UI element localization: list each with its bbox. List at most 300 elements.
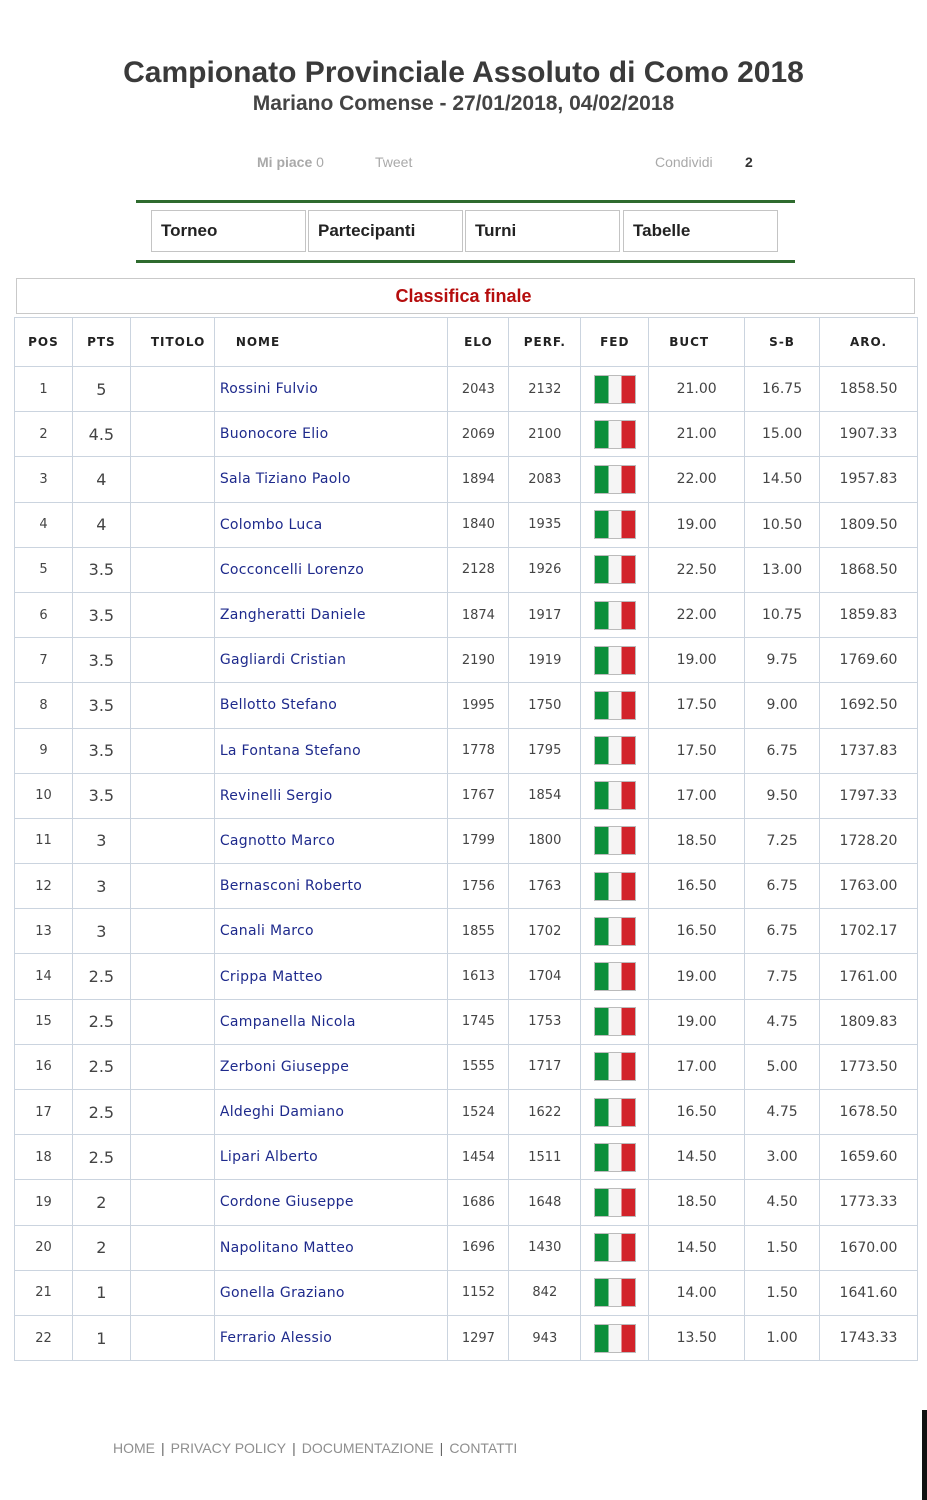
row-aro: 1702.17 <box>820 909 918 954</box>
table-header-row <box>15 318 918 367</box>
row-fed <box>581 1225 649 1270</box>
row-pos: 8 <box>15 683 73 728</box>
player-name-link[interactable]: Ferrario Alessio <box>219 1330 333 1347</box>
row-pts: 2.5 <box>72 1090 130 1135</box>
row-elo: 1555 <box>448 1044 509 1089</box>
row-nome <box>214 773 448 818</box>
table-row <box>15 864 918 909</box>
row-fed <box>581 502 649 547</box>
nav-divider-top <box>136 200 795 203</box>
row-fed <box>581 683 649 728</box>
row-fed <box>581 1135 649 1180</box>
row-perf: 1917 <box>509 592 581 637</box>
row-buct: 19.00 <box>649 502 745 547</box>
row-sb: 13.00 <box>745 547 820 592</box>
row-pts: 4 <box>72 502 130 547</box>
player-name-link[interactable]: Cordone Giuseppe <box>219 1194 354 1211</box>
player-name-link[interactable]: Cagnotto Marco <box>219 832 336 849</box>
row-perf: 1854 <box>509 773 581 818</box>
row-sb: 1.50 <box>745 1225 820 1270</box>
standings-table <box>14 317 918 1361</box>
col-header-aro[interactable]: ARO. <box>820 318 918 367</box>
row-buct: 22.00 <box>649 592 745 637</box>
row-pos: 10 <box>15 773 73 818</box>
table-row <box>15 999 918 1044</box>
col-header-perf[interactable]: PERF. <box>509 318 581 367</box>
row-sb: 5.00 <box>745 1044 820 1089</box>
table-row <box>15 1225 918 1270</box>
row-pos: 20 <box>15 1225 73 1270</box>
row-nome <box>214 638 448 683</box>
row-pos: 7 <box>15 638 73 683</box>
italy-flag-icon <box>594 826 636 855</box>
table-row <box>15 818 918 863</box>
row-pts: 5 <box>72 367 130 412</box>
footer-link-home[interactable]: HOME <box>113 1440 155 1456</box>
italy-flag-icon <box>594 736 636 765</box>
row-nome <box>214 592 448 637</box>
row-perf: 1622 <box>509 1090 581 1135</box>
row-nome <box>214 683 448 728</box>
row-perf: 2132 <box>509 367 581 412</box>
col-header-elo[interactable]: ELO <box>448 318 509 367</box>
italy-flag-icon <box>594 1143 636 1172</box>
row-nome <box>214 412 448 457</box>
like-label: Mi piace <box>257 154 313 170</box>
row-buct: 19.00 <box>649 999 745 1044</box>
row-aro: 1728.20 <box>820 818 918 863</box>
row-fed <box>581 1180 649 1225</box>
row-pts: 3.5 <box>72 728 130 773</box>
row-perf: 1430 <box>509 1225 581 1270</box>
row-aro: 1743.33 <box>820 1315 918 1360</box>
player-name-link[interactable]: La Fontana Stefano <box>219 742 361 759</box>
row-buct: 19.00 <box>649 954 745 999</box>
row-aro: 1773.33 <box>820 1180 918 1225</box>
scrollbar-thumb[interactable] <box>922 1410 927 1500</box>
player-name-link[interactable]: Lipari Alberto <box>219 1149 319 1166</box>
row-buct: 17.50 <box>649 683 745 728</box>
row-fed <box>581 728 649 773</box>
row-perf: 1919 <box>509 638 581 683</box>
table-row <box>15 1180 918 1225</box>
row-titolo <box>130 547 214 592</box>
row-elo: 1894 <box>448 457 509 502</box>
row-perf: 1795 <box>509 728 581 773</box>
row-sb: 6.75 <box>745 864 820 909</box>
row-elo: 1778 <box>448 728 509 773</box>
row-titolo <box>130 367 214 412</box>
row-titolo <box>130 954 214 999</box>
row-titolo <box>130 818 214 863</box>
col-header-pts[interactable]: PTS <box>72 318 130 367</box>
player-name-link[interactable]: Canali Marco <box>219 923 314 940</box>
row-buct: 21.00 <box>649 367 745 412</box>
row-nome <box>214 367 448 412</box>
row-sb: 14.50 <box>745 457 820 502</box>
row-aro: 1641.60 <box>820 1270 918 1315</box>
italy-flag-icon <box>594 962 636 991</box>
tab-partecipanti[interactable]: Partecipanti <box>308 210 463 252</box>
row-buct: 17.00 <box>649 773 745 818</box>
row-elo: 1799 <box>448 818 509 863</box>
row-fed <box>581 818 649 863</box>
player-name-link[interactable]: Aldeghi Damiano <box>219 1104 345 1121</box>
row-pts: 3 <box>72 909 130 954</box>
row-perf: 2100 <box>509 412 581 457</box>
row-elo: 1840 <box>448 502 509 547</box>
row-elo: 2128 <box>448 547 509 592</box>
row-pts: 4.5 <box>72 412 130 457</box>
row-pos: 9 <box>15 728 73 773</box>
row-sb: 7.25 <box>745 818 820 863</box>
row-pts: 2.5 <box>72 1044 130 1089</box>
row-elo: 1767 <box>448 773 509 818</box>
share-count: 2 <box>745 154 753 170</box>
row-sb: 16.75 <box>745 367 820 412</box>
row-fed <box>581 638 649 683</box>
italy-flag-icon <box>594 1278 636 1307</box>
col-header-titolo[interactable]: TITOLO <box>130 318 214 367</box>
italy-flag-icon <box>594 420 636 449</box>
row-nome <box>214 1180 448 1225</box>
row-pts: 2 <box>72 1225 130 1270</box>
col-header-buct[interactable]: BUCT <box>649 318 745 367</box>
row-aro: 1809.83 <box>820 999 918 1044</box>
row-pos: 12 <box>15 864 73 909</box>
italy-flag-icon <box>594 1007 636 1036</box>
row-titolo <box>130 999 214 1044</box>
footer-link-documentazione[interactable]: DOCUMENTAZIONE <box>301 1440 434 1456</box>
row-aro: 1670.00 <box>820 1225 918 1270</box>
row-elo: 1297 <box>448 1315 509 1360</box>
row-fed <box>581 412 649 457</box>
footer-separator: | <box>292 1440 296 1456</box>
italy-flag-icon <box>594 917 636 946</box>
row-buct: 18.50 <box>649 818 745 863</box>
row-elo: 2043 <box>448 367 509 412</box>
row-sb: 4.75 <box>745 1090 820 1135</box>
row-nome <box>214 547 448 592</box>
row-perf: 943 <box>509 1315 581 1360</box>
row-pos: 2 <box>15 412 73 457</box>
row-pts: 3 <box>72 864 130 909</box>
row-titolo <box>130 1270 214 1315</box>
row-fed <box>581 592 649 637</box>
table-row <box>15 683 918 728</box>
col-header-nome[interactable]: NOME <box>214 318 448 367</box>
row-pos: 13 <box>15 909 73 954</box>
tab-tabelle[interactable]: Tabelle <box>623 210 778 252</box>
row-perf: 1926 <box>509 547 581 592</box>
row-pts: 2.5 <box>72 999 130 1044</box>
row-titolo <box>130 1225 214 1270</box>
table-row <box>15 773 918 818</box>
row-pos: 19 <box>15 1180 73 1225</box>
row-nome <box>214 1135 448 1180</box>
row-buct: 13.50 <box>649 1315 745 1360</box>
table-row <box>15 1135 918 1180</box>
row-perf: 1648 <box>509 1180 581 1225</box>
row-pos: 5 <box>15 547 73 592</box>
italy-flag-icon <box>594 781 636 810</box>
row-elo: 1454 <box>448 1135 509 1180</box>
row-pos: 15 <box>15 999 73 1044</box>
player-name-link[interactable]: Napolitano Matteo <box>219 1239 354 1256</box>
player-name-link[interactable]: Colombo Luca <box>219 516 323 533</box>
row-buct: 17.50 <box>649 728 745 773</box>
italy-flag-icon <box>594 1188 636 1217</box>
row-sb: 6.75 <box>745 909 820 954</box>
row-elo: 1855 <box>448 909 509 954</box>
table-row <box>15 547 918 592</box>
row-elo: 1874 <box>448 592 509 637</box>
row-fed <box>581 999 649 1044</box>
row-pos: 1 <box>15 367 73 412</box>
player-name-link[interactable]: Bellotto Stefano <box>219 697 338 714</box>
row-buct: 22.00 <box>649 457 745 502</box>
footer-separator: | <box>161 1440 165 1456</box>
row-aro: 1773.50 <box>820 1044 918 1089</box>
row-aro: 1692.50 <box>820 683 918 728</box>
row-fed <box>581 909 649 954</box>
table-row <box>15 1270 918 1315</box>
player-name-link[interactable]: Gagliardi Cristian <box>219 652 347 669</box>
footer-link-privacy[interactable]: PRIVACY POLICY <box>170 1440 287 1456</box>
row-titolo <box>130 502 214 547</box>
table-row <box>15 1044 918 1089</box>
row-sb: 7.75 <box>745 954 820 999</box>
italy-flag-icon <box>594 1052 636 1081</box>
player-name-link[interactable]: Zangheratti Daniele <box>219 607 366 624</box>
table-row <box>15 592 918 637</box>
row-fed <box>581 773 649 818</box>
row-titolo <box>130 1044 214 1089</box>
row-titolo <box>130 1180 214 1225</box>
table-row <box>15 1315 918 1360</box>
row-fed <box>581 954 649 999</box>
row-perf: 2083 <box>509 457 581 502</box>
italy-flag-icon <box>594 646 636 675</box>
row-aro: 1957.83 <box>820 457 918 502</box>
italy-flag-icon <box>594 375 636 404</box>
row-aro: 1763.00 <box>820 864 918 909</box>
player-name-link[interactable]: Gonella Graziano <box>219 1284 345 1301</box>
row-elo: 2069 <box>448 412 509 457</box>
italy-flag-icon <box>594 510 636 539</box>
row-sb: 4.75 <box>745 999 820 1044</box>
row-nome <box>214 1270 448 1315</box>
row-nome <box>214 909 448 954</box>
tab-torneo[interactable]: Torneo <box>151 210 306 252</box>
row-buct: 14.50 <box>649 1225 745 1270</box>
table-row <box>15 638 918 683</box>
row-titolo <box>130 864 214 909</box>
row-sb: 10.75 <box>745 592 820 637</box>
row-aro: 1809.50 <box>820 502 918 547</box>
footer-links <box>113 1440 517 1456</box>
row-pts: 3.5 <box>72 638 130 683</box>
row-pos: 4 <box>15 502 73 547</box>
row-fed <box>581 1315 649 1360</box>
row-pts: 3.5 <box>72 773 130 818</box>
footer-separator: | <box>439 1440 444 1456</box>
row-elo: 1524 <box>448 1090 509 1135</box>
table-row <box>15 502 918 547</box>
row-perf: 1511 <box>509 1135 581 1180</box>
table-row <box>15 367 918 412</box>
row-sb: 6.75 <box>745 728 820 773</box>
tab-turni[interactable]: Turni <box>465 210 620 252</box>
row-buct: 16.50 <box>649 1090 745 1135</box>
row-perf: 1935 <box>509 502 581 547</box>
table-row <box>15 728 918 773</box>
italy-flag-icon <box>594 1324 636 1353</box>
player-name-link[interactable]: Buonocore Elio <box>219 426 329 443</box>
share-button[interactable]: Condividi <box>655 154 713 170</box>
row-buct: 17.00 <box>649 1044 745 1089</box>
row-nome <box>214 1225 448 1270</box>
row-titolo <box>130 683 214 728</box>
row-aro: 1761.00 <box>820 954 918 999</box>
row-perf: 1750 <box>509 683 581 728</box>
row-titolo <box>130 592 214 637</box>
row-aro: 1659.60 <box>820 1135 918 1180</box>
row-titolo <box>130 728 214 773</box>
row-aro: 1737.83 <box>820 728 918 773</box>
row-perf: 1717 <box>509 1044 581 1089</box>
player-name-link[interactable]: Rossini Fulvio <box>219 381 319 398</box>
row-pos: 11 <box>15 818 73 863</box>
italy-flag-icon <box>594 465 636 494</box>
row-perf: 1800 <box>509 818 581 863</box>
section-title: Classifica finale <box>395 286 532 306</box>
row-buct: 21.00 <box>649 412 745 457</box>
row-fed <box>581 367 649 412</box>
row-aro: 1678.50 <box>820 1090 918 1135</box>
player-name-link[interactable]: Revinelli Sergio <box>219 787 333 804</box>
row-nome <box>214 999 448 1044</box>
table-row <box>15 954 918 999</box>
row-buct: 16.50 <box>649 909 745 954</box>
row-fed <box>581 1270 649 1315</box>
col-header-sb[interactable]: S-B <box>745 318 820 367</box>
col-header-pos[interactable]: POS <box>15 318 73 367</box>
italy-flag-icon <box>594 1098 636 1127</box>
row-perf: 1704 <box>509 954 581 999</box>
row-pos: 21 <box>15 1270 73 1315</box>
row-perf: 1763 <box>509 864 581 909</box>
row-sb: 1.50 <box>745 1270 820 1315</box>
player-name-link[interactable]: Sala Tiziano Paolo <box>219 471 351 488</box>
footer-link-contatti[interactable]: CONTATTI <box>449 1440 518 1456</box>
page-subtitle: Mariano Comense - 27/01/2018, 04/02/2018 <box>252 92 675 115</box>
row-nome <box>214 818 448 863</box>
row-titolo <box>130 1090 214 1135</box>
col-header-fed[interactable]: FED <box>581 318 649 367</box>
row-nome <box>214 864 448 909</box>
row-elo: 1745 <box>448 999 509 1044</box>
row-elo: 1686 <box>448 1180 509 1225</box>
row-titolo <box>130 638 214 683</box>
page-title: Campionato Provinciale Assoluto di Como 2018 <box>123 56 804 89</box>
tweet-button[interactable]: Tweet <box>375 154 413 170</box>
row-pts: 3.5 <box>72 592 130 637</box>
row-sb: 10.50 <box>745 502 820 547</box>
player-name-link[interactable]: Cocconcelli Lorenzo <box>219 561 365 578</box>
row-sb: 9.50 <box>745 773 820 818</box>
row-aro: 1769.60 <box>820 638 918 683</box>
player-name-link[interactable]: Campanella Nicola <box>219 1013 356 1030</box>
row-buct: 22.50 <box>649 547 745 592</box>
row-pts: 1 <box>72 1315 130 1360</box>
row-pts: 2.5 <box>72 1135 130 1180</box>
player-name-link[interactable]: Zerboni Giuseppe <box>219 1058 350 1075</box>
row-aro: 1797.33 <box>820 773 918 818</box>
row-perf: 1753 <box>509 999 581 1044</box>
row-nome <box>214 502 448 547</box>
standings-body <box>15 367 918 1361</box>
table-row <box>15 1090 918 1135</box>
row-aro: 1859.83 <box>820 592 918 637</box>
row-titolo <box>130 1315 214 1360</box>
row-titolo <box>130 909 214 954</box>
row-pts: 4 <box>72 457 130 502</box>
row-buct: 16.50 <box>649 864 745 909</box>
row-pts: 1 <box>72 1270 130 1315</box>
row-elo: 1756 <box>448 864 509 909</box>
row-pts: 2 <box>72 1180 130 1225</box>
row-sb: 15.00 <box>745 412 820 457</box>
row-buct: 19.00 <box>649 638 745 683</box>
row-titolo <box>130 1135 214 1180</box>
player-name-link[interactable]: Crippa Matteo <box>219 968 323 985</box>
row-perf: 842 <box>509 1270 581 1315</box>
row-nome <box>214 457 448 502</box>
italy-flag-icon <box>594 872 636 901</box>
row-pos: 16 <box>15 1044 73 1089</box>
table-row <box>15 412 918 457</box>
row-pos: 14 <box>15 954 73 999</box>
row-titolo <box>130 457 214 502</box>
row-pts: 3.5 <box>72 683 130 728</box>
row-nome <box>214 728 448 773</box>
row-titolo <box>130 773 214 818</box>
row-elo: 1995 <box>448 683 509 728</box>
row-fed <box>581 547 649 592</box>
row-aro: 1907.33 <box>820 412 918 457</box>
row-fed <box>581 457 649 502</box>
row-aro: 1868.50 <box>820 547 918 592</box>
italy-flag-icon <box>594 1233 636 1262</box>
row-nome <box>214 1090 448 1135</box>
nav-divider-bottom <box>136 260 795 263</box>
row-pos: 6 <box>15 592 73 637</box>
like-button[interactable] <box>257 154 324 170</box>
row-titolo <box>130 412 214 457</box>
row-pos: 3 <box>15 457 73 502</box>
row-fed <box>581 864 649 909</box>
row-elo: 1696 <box>448 1225 509 1270</box>
row-elo: 2190 <box>448 638 509 683</box>
row-elo: 1152 <box>448 1270 509 1315</box>
row-pts: 3 <box>72 818 130 863</box>
player-name-link[interactable]: Bernasconi Roberto <box>219 878 363 895</box>
row-aro: 1858.50 <box>820 367 918 412</box>
italy-flag-icon <box>594 601 636 630</box>
row-sb: 9.00 <box>745 683 820 728</box>
italy-flag-icon <box>594 691 636 720</box>
